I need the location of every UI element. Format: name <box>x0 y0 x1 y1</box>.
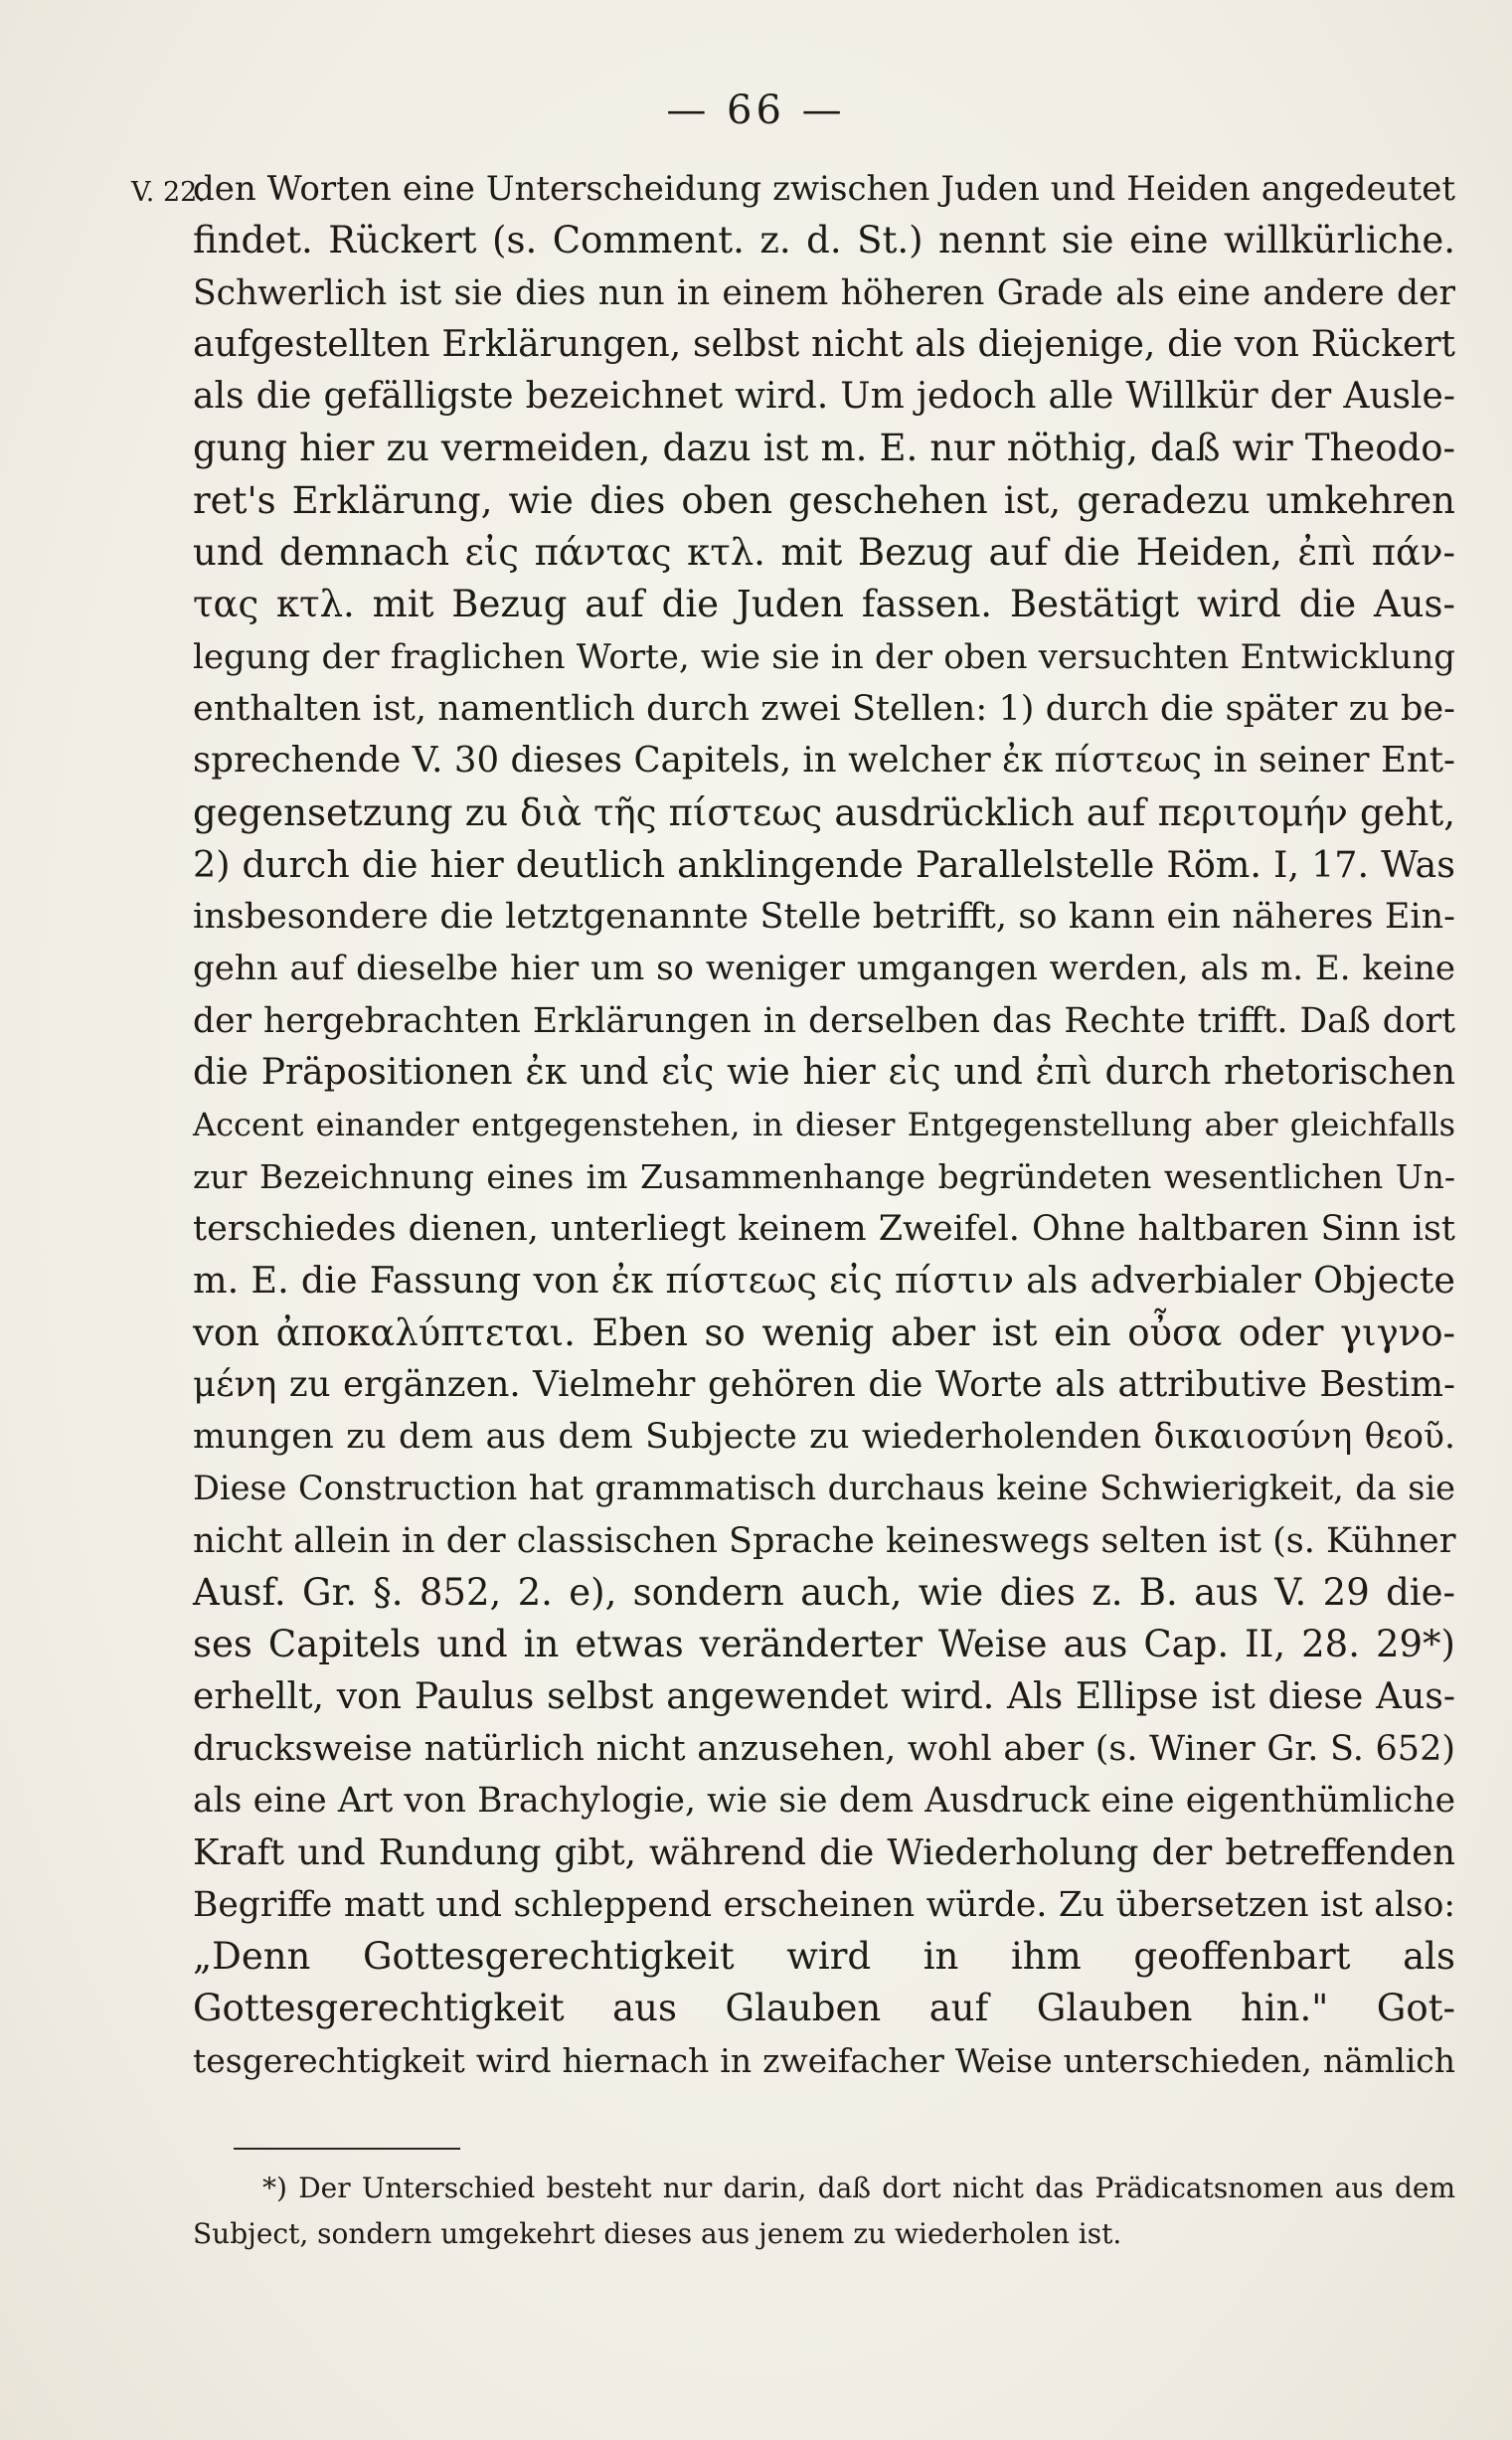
text-line: von ἀποκαλύπτεται. Eben so wenig aber ist ein οὖσα oder γιγνο- <box>193 1310 1455 1354</box>
main-text <box>193 163 1455 2087</box>
text-line: m. E. die Fassung von ἐκ πίστεως εἰς πίστιν als adverbialer Objecte <box>193 1259 1455 1303</box>
text-line: nicht allein in der classischen Sprache keineswegs selten ist (s. Kühner <box>193 1520 1456 1561</box>
footnote-divider <box>234 2148 460 2150</box>
text-line: drucksweise natürlich nicht anzusehen, wohl aber (s. Winer Gr. S. 652) <box>193 1728 1455 1769</box>
text-line: ses Capitels und in etwas veränderter Weise aus Cap. II, 28. 29*) <box>193 1623 1455 1666</box>
text-line: Gottesgerechtigkeit aus Glauben auf Glauben hin." Got- <box>193 1987 1455 2030</box>
footnote-line: Subject, sondern umgekehrt dieses aus jenem zu wiederholen ist. <box>193 2217 1122 2250</box>
text-line: Kraft und Rundung gibt, während die Wiederholung der betreffenden <box>193 1831 1455 1873</box>
text-line: gung hier zu vermeiden, dazu ist m. E. nur nöthig, daß wir Theodo- <box>193 427 1455 470</box>
text-line: als eine Art von Brachylogie, wie sie dem Ausdruck eine eigenthümliche <box>193 1781 1455 1822</box>
text-line: ret's Erklärung, wie dies oben geschehen ist, geradezu umkehren <box>193 478 1455 522</box>
text-line: die Präpositionen ἐκ und εἰς wie hier εἰς und ἐπὶ durch rhetorischen <box>193 1052 1455 1094</box>
footnote <box>193 2166 1455 2257</box>
text-line: als die gefälligste bezeichnet wird. Um jedoch alle Willkür der Ausle- <box>193 376 1455 418</box>
text-line: Ausf. Gr. §. 852, 2. e), sondern auch, wie dies z. B. aus V. 29 die- <box>193 1571 1455 1615</box>
text-line: 2) durch die hier deutlich anklingende Parallelstelle Röm. I, 17. Was <box>193 842 1455 886</box>
text-line: gegensetzung zu διὰ τῆς πίστεως ausdrücklich auf περιτομήν geht, <box>193 790 1455 834</box>
page-number-header: — 66 — <box>666 87 846 133</box>
text-line: „Denn Gottesgerechtigkeit wird in ihm geoffenbart als <box>193 1935 1455 1979</box>
text-line: Diese Construction hat grammatisch durchaus keine Schwierigkeit, da sie <box>193 1469 1455 1508</box>
text-line: legung der fraglichen Worte, wie sie in der oben versuchten Entwicklung <box>193 636 1455 677</box>
text-line: gehn auf dieselbe hier um so weniger umgangen werden, als m. E. keine <box>193 949 1455 989</box>
text-line: τας κτλ. mit Bezug auf die Juden fassen. Bestätigt wird die Aus- <box>193 583 1455 626</box>
text-line: sprechende V. 30 dieses Capitels, in welcher ἐκ πίστεως in seiner Ent- <box>193 740 1455 782</box>
text-line: insbesondere die letztgenannte Stelle betrifft, so kann ein näheres Ein- <box>193 897 1455 938</box>
text-line: Accent einander entgegenstehen, in dieser Entgegenstellung aber gleichfalls <box>193 1106 1455 1144</box>
text-line: der hergebrachten Erklärungen in derselben das Rechte trifft. Daß dort <box>193 1000 1455 1041</box>
text-line: mungen zu dem aus dem Subjecte zu wiederholenden δικαιοσύνη θεοῦ. <box>193 1417 1455 1458</box>
text-line: Begriffe matt und schleppend erscheinen würde. Zu übersetzen ist also: <box>193 1884 1455 1925</box>
text-line: aufgestellten Erklärungen, selbst nicht als diejenige, die von Rückert <box>193 323 1455 365</box>
text-line: enthalten ist, namentlich durch zwei Stellen: 1) durch die später zu be- <box>193 688 1455 729</box>
text-line: erhellt, von Paulus selbst angewendet wird. Als Ellipse ist diese Aus- <box>193 1675 1455 1717</box>
text-line: findet. Rückert (s. Comment. z. d. St.) nennt sie eine willkürliche. <box>193 219 1455 262</box>
text-line: Schwerlich ist sie dies nun in einem höheren Grade als eine andere der <box>193 272 1455 313</box>
text-line: und demnach εἰς πάντας κτλ. mit Bezug auf die Heiden, ἐπὶ πάν- <box>193 531 1455 575</box>
verse-reference: V. 22. <box>131 177 206 208</box>
text-line: den Worten eine Unterscheidung zwischen Juden und Heiden angedeutet <box>193 169 1455 209</box>
text-line: zur Bezeichnung eines im Zusammenhange begründeten wesentlichen Un- <box>193 1156 1455 1196</box>
text-line: tesgerechtigkeit wird hiernach in zweifacher Weise unterschieden, nämlich <box>193 2040 1455 2080</box>
text-line: μένη zu ergänzen. Vielmehr gehören die Worte als attributive Bestim- <box>193 1363 1455 1405</box>
text-line: terschiedes dienen, unterliegt keinem Zweifel. Ohne haltbaren Sinn ist <box>193 1208 1455 1249</box>
footnote-line: *) Der Unterschied besteht nur darin, daß dort nicht das Prädicatsnomen aus dem <box>262 2172 1455 2204</box>
